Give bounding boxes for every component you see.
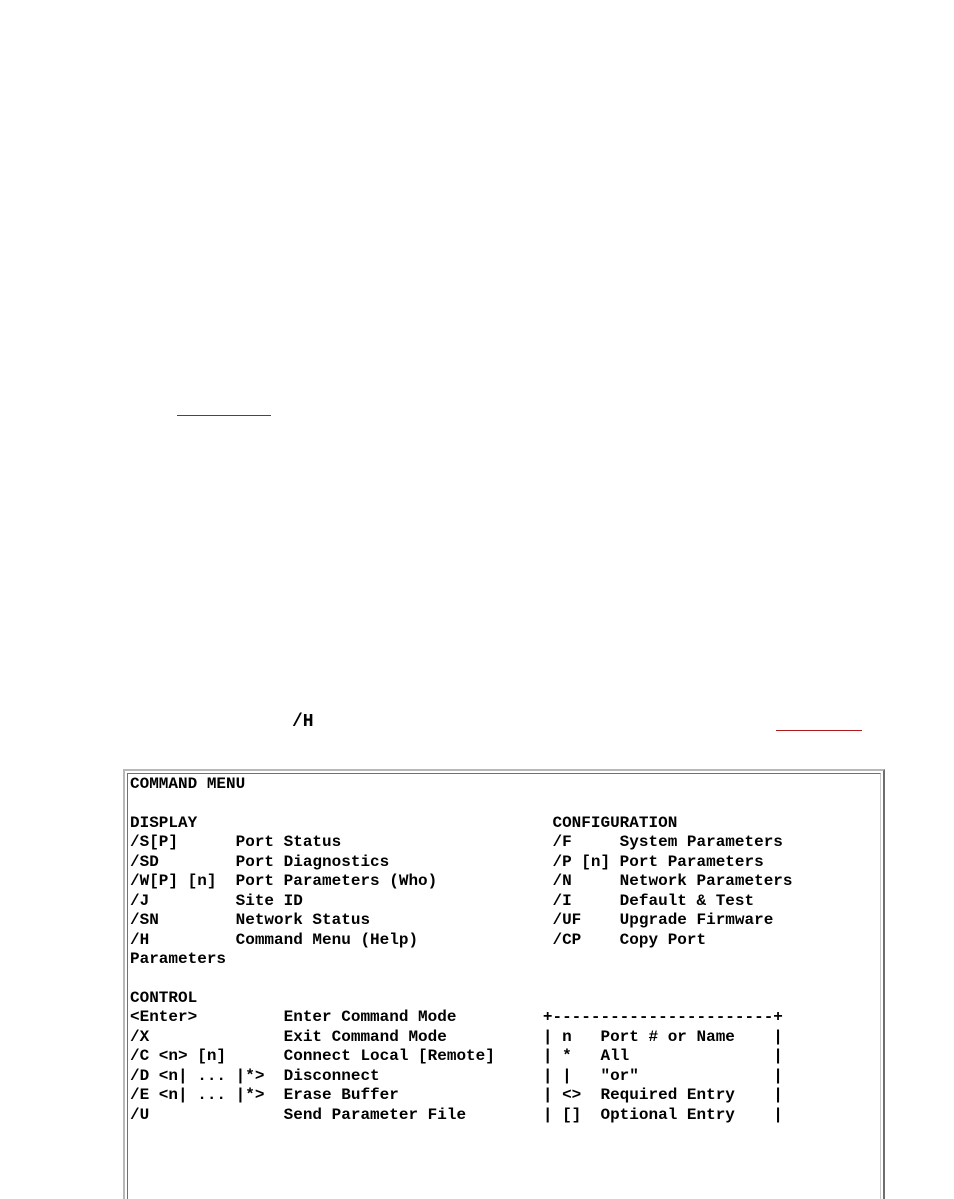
menu-line-port-status: /S[P] Port Status /F System Parameters (130, 833, 783, 852)
menu-line-connect: /C <n> [n] Connect Local [Remote] | * All | (130, 1047, 783, 1066)
menu-line-network-status: /SN Network Status /UF Upgrade Firmware (130, 911, 774, 930)
menu-line-control-header: CONTROL (130, 988, 198, 1007)
menu-line-send-parameter-file: /U Send Parameter File | [] Optional Entry | (130, 1105, 783, 1124)
link-underline[interactable] (177, 415, 271, 416)
menu-line-port-diagnostics: /SD Port Diagnostics /P [n] Port Parameters (130, 852, 764, 871)
command-menu-text (130, 775, 793, 1125)
menu-line-exit-command-mode: /X Exit Command Mode | n Port # or Name | (130, 1027, 783, 1046)
help-command-reference: /H (292, 712, 314, 732)
menu-line-parameters-wrap: Parameters (130, 950, 227, 969)
menu-line-erase-buffer: /E <n| ... |*> Erase Buffer | <> Required Entry | (130, 1086, 783, 1105)
menu-line-enter-command-mode: <Enter> Enter Command Mode +-----------------------+ (130, 1008, 783, 1027)
menu-line-disconnect: /D <n| ... |*> Disconnect | | "or" | (130, 1066, 783, 1085)
command-menu-screen (123, 769, 885, 1199)
menu-line-site-id: /J Site ID /I Default & Test (130, 891, 755, 910)
link-underline[interactable] (776, 730, 862, 731)
menu-line-section-headers: DISPLAY CONFIGURATION (130, 813, 678, 832)
menu-line-port-parameters-who: /W[P] [n] Port Parameters (Who) /N Network Parameters (130, 872, 793, 891)
menu-line-title: COMMAND MENU (130, 775, 246, 793)
menu-line-command-menu-help: /H Command Menu (Help) /CP Copy Port (130, 930, 707, 949)
